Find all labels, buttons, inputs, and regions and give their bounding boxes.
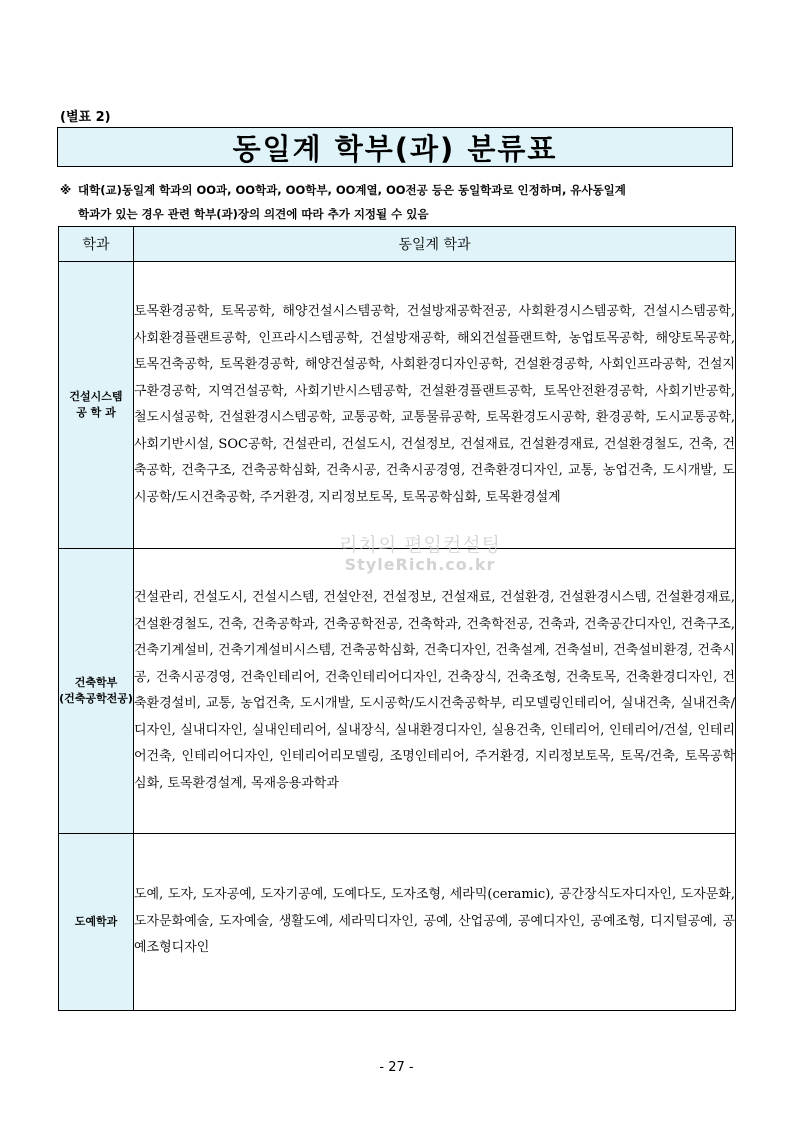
page-title: 동일계 학부(과) 분류표	[232, 131, 558, 166]
page-number: - 27 -	[379, 1060, 414, 1075]
table-row	[59, 834, 736, 1011]
department-name: 도예학과	[74, 915, 118, 928]
table-header-row	[59, 227, 736, 262]
table-row	[59, 549, 736, 834]
related-departments: 도예, 도자, 도자공예, 도자기공예, 도예다도, 도자조형, 세라믹(ceramic), 공간장식도자디자인, 도자문화, 도자문화예술, 도자예술, 생활도예, 세라믹디자인, 공예, 산업공예, 공예디자인, 공예조형, 디지털공예, 공예조형디자인	[134, 834, 736, 1011]
department-name: 건설시스템	[69, 390, 123, 403]
header-department: 학과	[59, 227, 134, 262]
annex-label: (별표 2)	[60, 110, 111, 125]
watermark	[320, 530, 520, 574]
note-line-2: 학과가 있는 경우 관련 학부(과)장의 의견에 따라 추가 지정될 수 있음	[78, 207, 429, 221]
table-row	[59, 262, 736, 549]
note	[60, 178, 740, 226]
watermark-line-1: 리치의 편입컨설팅	[339, 534, 501, 556]
note-mark: ※	[60, 183, 72, 197]
department-cell	[59, 549, 134, 834]
department-name-2: (건축공학전공)	[59, 692, 133, 705]
department-cell	[59, 834, 134, 1011]
watermark-line-2: StyleRich.co.kr	[344, 555, 496, 574]
related-departments: 토목환경공학, 토목공학, 해양건설시스템공학, 건설방재공학전공, 사회환경시스템공학, 건설시스템공학, 사회환경플랜트공학, 인프라시스템공학, 건설방재공학, 해외건설플랜트학, 농업토목공학, 해양토목공학, 토목건축공학, 토목환경공학, 해양건설공학, 사회환경디자인공학, 건설환경공학, 사회인프라공학, 건설지구환경공학, 지역건설공학, 사회기반시스템공학, 건설환경플랜트공학, 토목안전환경공학, 사회기반공학, 철도시설공학, 건설환경시스템공학, 교통공학, 교통물류공학, 토목환경도시공학, 환경공학, 도시교통공학, 사회기반시설, SOC공학, 건설관리, 건설도시, 건설정보, 건설재료, 건설환경재료, 건설환경철도, 건축, 건축공학, 건축구조, 건축공학심화, 건축시공, 건축시공경영, 건축환경디자인, 교통, 농업건축, 도시개발, 도시공학/도시건축공학, 주거환경, 지리정보토목, 토목공학심화, 토목환경설계	[134, 262, 736, 549]
classification-table	[58, 226, 736, 1011]
department-cell	[59, 262, 134, 549]
note-line-1: 대학(교)동일계 학과의 OO과, OO학과, OO학부, OO계열, OO전공 등은 동일학과로 인정하며, 유사동일계	[78, 183, 626, 197]
header-related-departments: 동일계 학과	[134, 227, 736, 262]
department-name-2: 공 학 과	[76, 406, 116, 419]
related-departments: 건설관리, 건설도시, 건설시스템, 건설안전, 건설정보, 건설재료, 건설환경, 건설환경시스템, 건설환경재료, 건설환경철도, 건축, 건축공학과, 건축공학전공, 건축학과, 건축학전공, 건축과, 건축공간디자인, 건축구조, 건축기계설비, 건축기계설비시스템, 건축공학심화, 건축디자인, 건축설계, 건축설비, 건축설비환경, 건축시공, 건축시공경영, 건축인테리어, 건축인테리어디자인, 건축장식, 건축조형, 건축토목, 건축환경디자인, 건축환경설비, 교통, 농업건축, 도시개발, 도시공학/도시건축공학부, 리모델링인테리어, 실내건축, 실내건축/디자인, 실내디자인, 실내인테리어, 실내장식, 실내환경디자인, 실용건축, 인테리어, 인테리어/건설, 인테리어건축, 인테리어디자인, 인테리어리모델링, 조명인테리어, 주거환경, 지리정보토목, 토목/건축, 토목공학심화, 토목환경설계, 목재응용과학과	[134, 549, 736, 834]
department-name: 건축학부	[74, 676, 118, 689]
title-box	[57, 127, 733, 167]
